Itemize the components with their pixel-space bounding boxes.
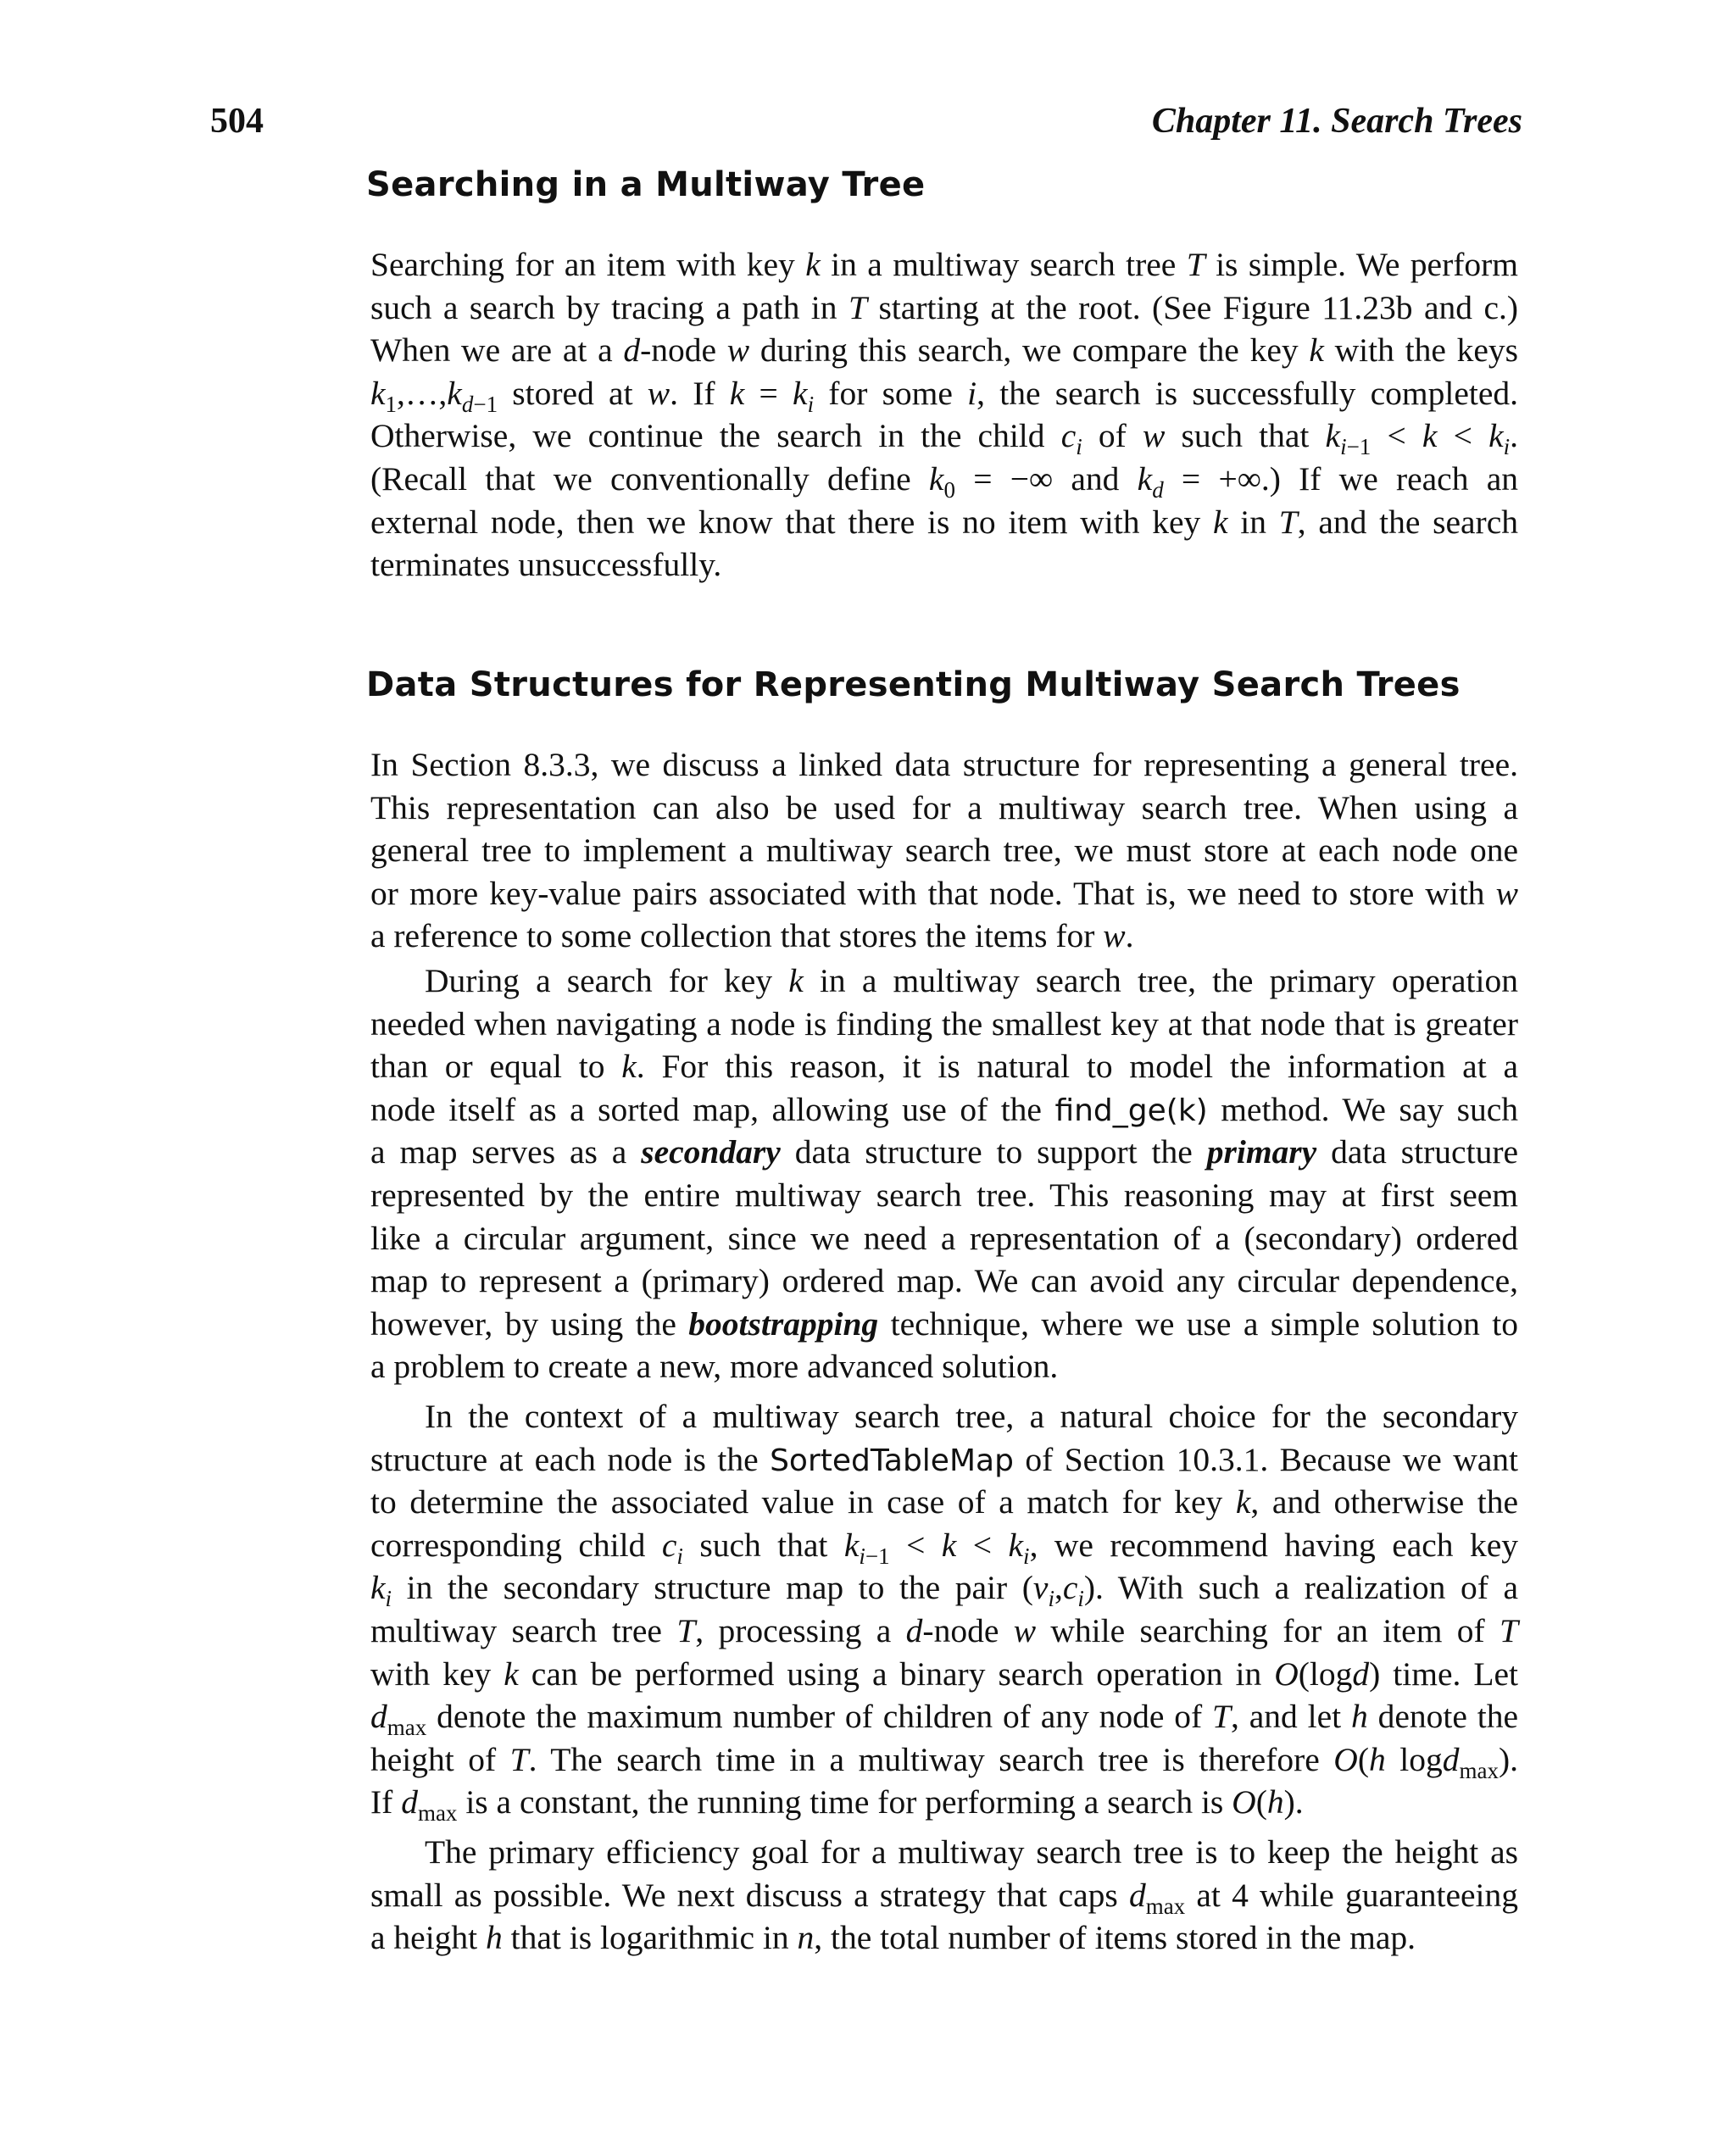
text-line: a reference to some collection that stores the items for w. (370, 917, 1134, 955)
paragraph-linked-structure (370, 743, 1518, 958)
text-line: terminates unsuccessfully. (370, 546, 722, 584)
text-line: general tree to implement a multiway search tree, we must store at each node one (370, 831, 1518, 870)
text-line: $k_i$ in the secondary structure map to the pair $(v_i,c_i)$. With such a realization of a (370, 1569, 1518, 1612)
section-heading-searching: Searching in a Multiway Tree (366, 165, 926, 204)
text-line: In the context of a multiway search tree, a natural choice for the secondary (425, 1398, 1518, 1435)
text-line: The primary efficiency goal for a multiway search tree is to keep the height as (425, 1833, 1518, 1871)
text-line: During a search for key k in a multiway search tree, the primary operation (425, 962, 1518, 999)
paragraph-searching (370, 243, 1518, 587)
code-sorted-table-map: SortedTableMap (770, 1443, 1014, 1478)
text-line: multiway search tree T, processing a d-node w while searching for an item of T (370, 1611, 1518, 1649)
text-line: small as possible. We next discuss a strategy that caps $d_{max}$ at 4 while guaranteeing (370, 1876, 1518, 1919)
code-find-ge: find_ge(k) (1054, 1093, 1208, 1128)
text-line: needed when navigating a node is finding the smallest key at that node that is greater (370, 1004, 1518, 1043)
text-line: to determine the associated value in case of a match for key k, and otherwise the (370, 1483, 1518, 1521)
text-line: a problem to create a new, more advanced solution. (370, 1348, 1059, 1386)
text-line: than or equal to k. For this reason, it is natural to model the information at a (370, 1048, 1518, 1086)
text-line: however, by using the bootstrapping technique, where we use a simple solution to (370, 1304, 1518, 1343)
paragraph-secondary-structure (370, 959, 1518, 1388)
paragraph-sorted-table-map (370, 1395, 1519, 1827)
text-line: $d_{max}$ denote the maximum number of children of any node of T, and let h denote the (370, 1698, 1518, 1741)
text-line: such a search by tracing a path in T starting at the root. (See Figure 11.23b and c.) (370, 288, 1518, 326)
paragraph-efficiency-goal (370, 1831, 1518, 1960)
text-line: external node, then we know that there is no item with key k in T, and the search (370, 503, 1518, 541)
text-line: When we are at a d-node w during this search, we compare the key k with the keys (370, 331, 1519, 370)
text-line: Searching for an item with key k in a multiway search tree T is simple. We perform (370, 246, 1518, 283)
page-number: 504 (210, 102, 264, 141)
text-line: or more key-value pairs associated with that node. That is, we need to store with w (370, 874, 1518, 912)
text-line: corresponding child $c_i$ such that $k_{i-1} < k < k_i$, we recommend having each key (370, 1526, 1519, 1569)
page-header (210, 100, 1522, 142)
text-line: a height h that is logarithmic in n, the total number of items stored in the map. (370, 1919, 1416, 1957)
text-line: If $d_{max}$ is a constant, the running time for performing a search is O(h). (370, 1783, 1304, 1827)
text-line: $k_1,\dots,k_{d-1}$ stored at w. If $k = k_i$ for some i, the search is successfully completed. (370, 374, 1519, 417)
text-line: This representation can also be used for a multiway search tree. When using a (370, 788, 1518, 826)
section-heading-data-structures: Data Structures for Representing Multiway Search Trees (366, 665, 1461, 704)
text-line: like a circular argument, since we need a representation of a (secondary) ordered (370, 1219, 1518, 1257)
text-line: a map serves as a secondary data structure to support the primary data structure (370, 1133, 1519, 1171)
text-line: In Section 8.3.3, we discuss a linked data structure for representing a general tree. (370, 746, 1518, 783)
text-line: map to represent a (primary) ordered map. We can avoid any circular dependence, (370, 1262, 1518, 1300)
text-line: height of T. The search time in a multiway search tree is therefore O(h logd$_{max}$). (370, 1740, 1518, 1783)
text-line: (Recall that we conventionally define $k_0$ = −∞ and $k_d$ = +∞.) If we reach an (370, 459, 1518, 503)
text-line: Otherwise, we continue the search in the child $c_i$ of w such that $k_{i-1} < k < k_i$. (370, 417, 1519, 460)
text-line: represented by the entire multiway search tree. This reasoning may at first seem (370, 1176, 1518, 1214)
text-line: node itself as a sorted map, allowing use of the find_ge(k) method. We say such (370, 1090, 1518, 1128)
text-line: with key k can be performed using a binary search operation in O(logd) time. Let (370, 1654, 1518, 1693)
running-head: Chapter 11. Search Trees (1151, 102, 1522, 141)
text-line: structure at each node is the SortedTableMap of Section 10.3.1. Because we want (370, 1440, 1518, 1478)
